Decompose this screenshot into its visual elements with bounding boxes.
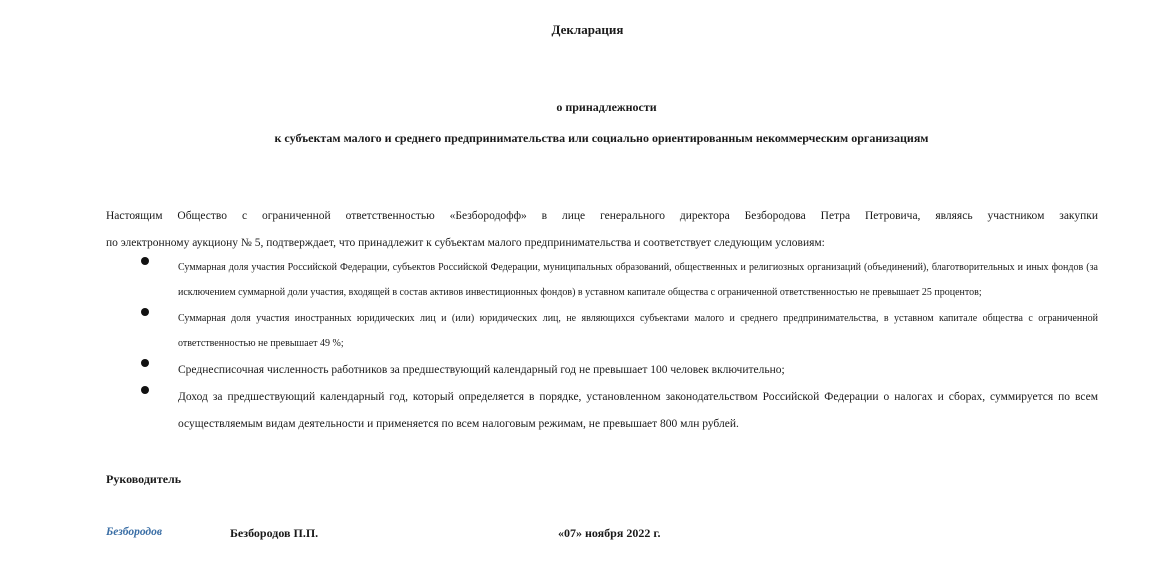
list-item-text: Доход за предшествующий календарный год, который определяется в порядке, установленном законодательством Российской Федерации о налогах и сборах, суммируется по всем осуществляемым видам деятельности и применяется по всем налоговым режимам, не превышает 800 млн рублей. [178,391,1098,430]
list-item [106,384,1098,438]
signer-name: Безбородов П.П. [230,526,319,540]
list-item-text: Суммарная доля участия иностранных юридических лиц и (или) юридических лиц, не являющихся субъектами малого и среднего предпринимательства, в уставном капитале общества с ограниченной ответственностью не превышает 49 %; [178,313,1098,349]
document-title: Декларация [551,22,624,37]
list-item [106,306,1098,356]
intro-line-2: по электронному аукциону № 5, подтверждает, что принадлежит к субъектам малого предпринимательства и соответствует следующим условиям: [106,237,825,249]
bullet-icon [141,386,149,394]
handwritten-signature: Безбородов [106,526,163,538]
bullet-icon [141,257,149,265]
signature-label: Руководитель [106,472,182,486]
list-item [106,255,1098,305]
intro-paragraph [106,203,1098,257]
document-subtitle-line1: о принадлежности [556,100,657,114]
conditions-list [106,252,1098,438]
signature-date: «07» ноября 2022 г. [558,526,661,540]
bullet-icon [141,359,149,367]
signature-row [106,526,806,546]
document-subtitle-line2: к субъектам малого и среднего предпринимательства или социально ориентированным некоммерческим организациям [274,131,929,145]
list-item [106,357,1098,384]
bullet-icon [141,308,149,316]
intro-line-1: Настоящим Общество с ограниченной ответственностью «Безбородофф» в лице генерального директора Безбородова Петра Петровича, являясь участником закупки [106,210,1098,222]
list-item-text: Среднесписочная численность работников за предшествующий календарный год не превышает 100 человек включительно; [178,364,785,376]
list-item-text: Суммарная доля участия Российской Федерации, субъектов Российской Федерации, муниципальных образований, общественных и религиозных организаций (объединений), благотворительных и иных фондов (за исключением суммарной доли участия, входящей в состав активов инвестиционных фондов) в уставном капитале общества с ограниченной ответственностью не превышает 25 процентов; [178,262,1098,298]
